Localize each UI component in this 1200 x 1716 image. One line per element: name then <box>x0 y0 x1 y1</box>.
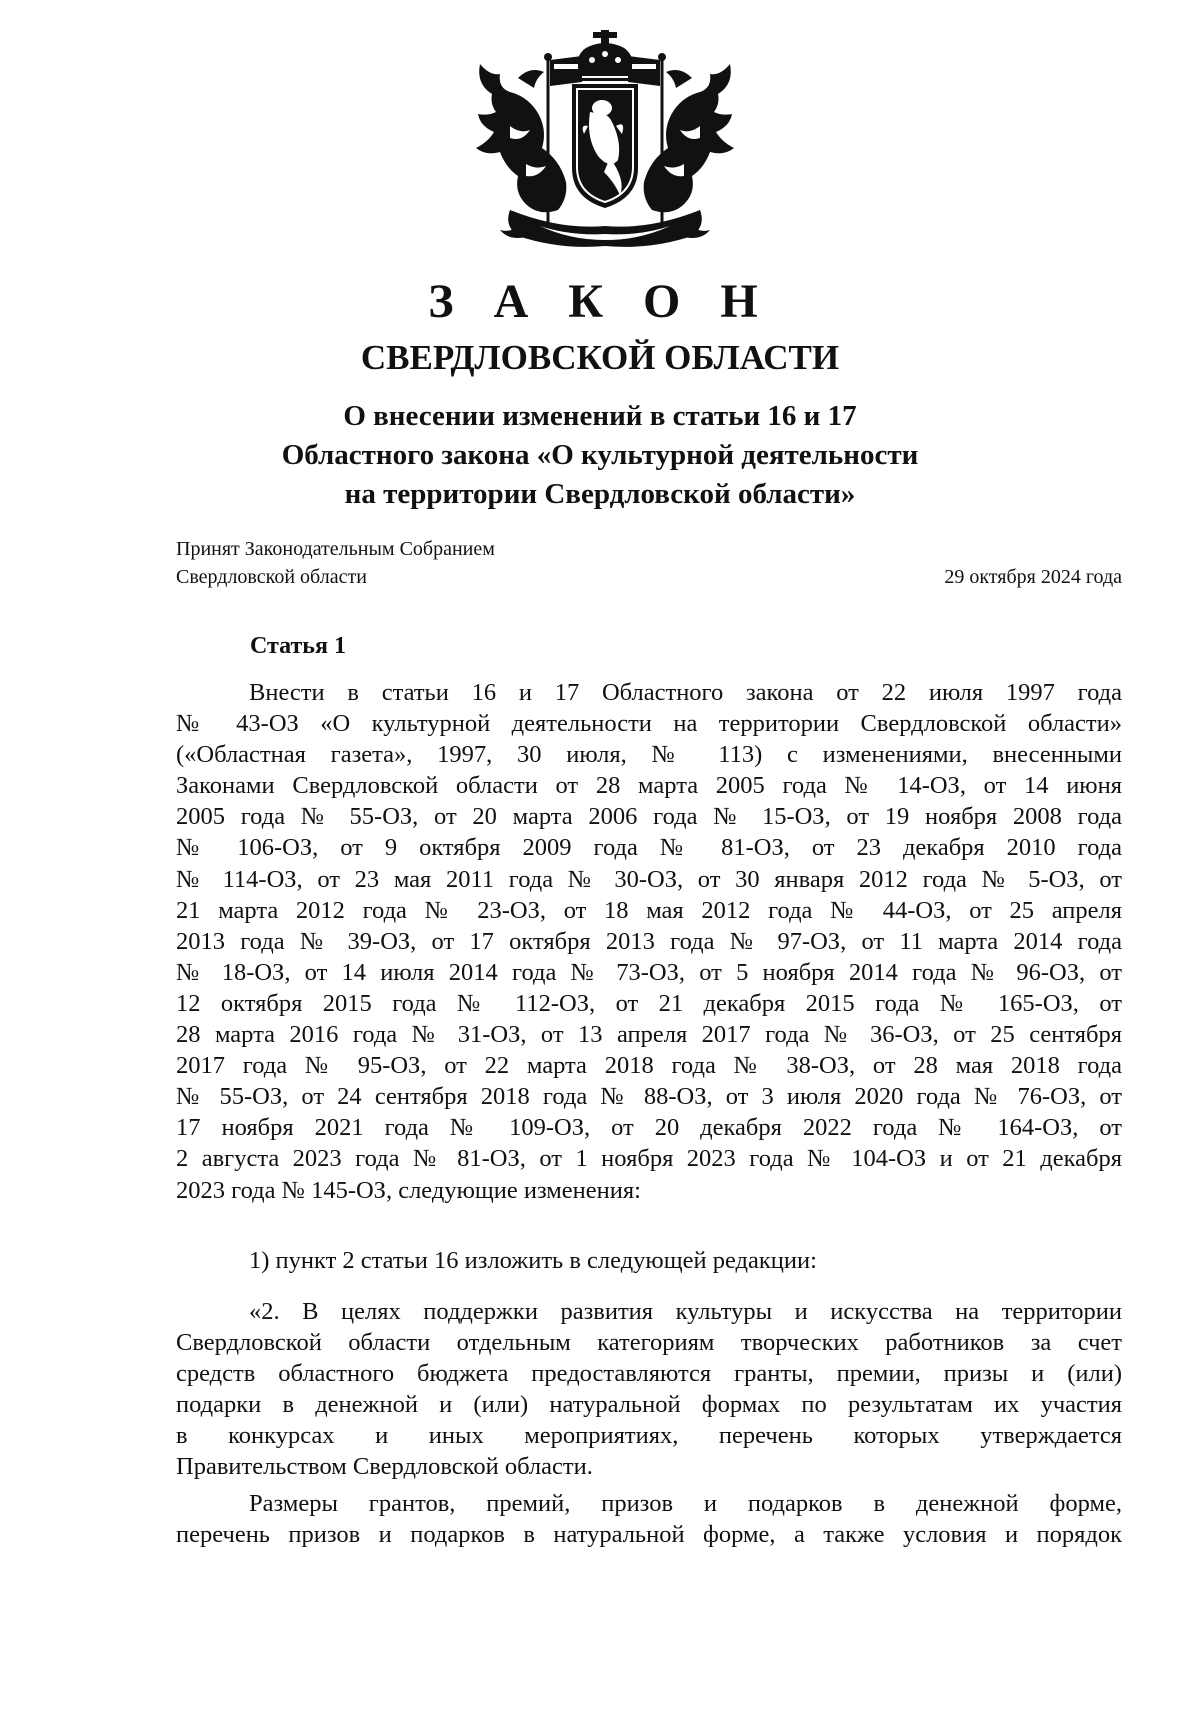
paragraph-line: перечень призов и подарков в натуральной форме, а также условия и порядок <box>176 1521 1122 1549</box>
law-title-line: Областного закона «О культурной деятельности <box>281 439 919 471</box>
paragraph-line: 2013 года № 39-ОЗ, от 17 октября 2013 года № 97-ОЗ, от 11 марта 2014 года <box>176 927 1122 955</box>
adoption-block <box>176 535 1122 591</box>
paragraph-line: 21 марта 2012 года № 23-ОЗ, от 18 мая 2012 года № 44-ОЗ, от 25 апреля <box>176 896 1122 924</box>
paragraph-line: Свердловской области отдельным категориям творческих работников за счет <box>176 1329 1122 1357</box>
law-title <box>0 397 1200 514</box>
article-paragraph-4 <box>176 1488 1122 1550</box>
paragraph-line: Размеры грантов, премий, призов и подарков в денежной форме, <box>249 1490 1122 1517</box>
paragraph-line: 12 октября 2015 года № 112-ОЗ, от 21 декабря 2015 года № 165-ОЗ, от <box>176 989 1122 1017</box>
paragraph-line: № 43-ОЗ «О культурной деятельности на территории Свердловской области» <box>176 710 1122 738</box>
coat-of-arms-emblem <box>470 30 740 252</box>
adoption-date: 29 октября 2024 года <box>944 566 1122 588</box>
paragraph-line: № 106-ОЗ, от 9 октября 2009 года № 81-ОЗ, от 23 декабря 2010 года <box>176 834 1122 862</box>
law-title-line: на территории Свердловской области» <box>344 478 856 510</box>
document-title: З А К О Н <box>428 275 772 328</box>
paragraph-line: («Областная газета», 1997, 30 июля, № 113) с изменениями, внесенными <box>176 741 1122 769</box>
paragraph-line: 2 августа 2023 года № 81-ОЗ, от 1 ноября 2023 года № 104-ОЗ и от 21 декабря <box>176 1145 1122 1173</box>
law-title-line: О внесении изменений в статьи 16 и 17 <box>343 400 857 432</box>
paragraph-line: № 18-ОЗ, от 14 июля 2014 года № 73-ОЗ, от 5 ноября 2014 года № 96-ОЗ, от <box>176 958 1122 986</box>
paragraph-line: 17 ноября 2021 года № 109-ОЗ, от 20 декабря 2022 года № 164-ОЗ, от <box>176 1114 1122 1142</box>
paragraph-line: Внести в статьи 16 и 17 Областного закона от 22 июля 1997 года <box>249 679 1122 706</box>
paragraph-line: № 55-ОЗ, от 24 сентября 2018 года № 88-ОЗ, от 3 июля 2020 года № 76-ОЗ, от <box>176 1083 1122 1111</box>
paragraph-line: Законами Свердловской области от 28 марта 2005 года № 14-ОЗ, от 14 июня <box>176 772 1122 800</box>
paragraph-line: «2. В целях поддержки развития культуры и искусства на территории <box>249 1298 1122 1325</box>
paragraph-line: № 114-ОЗ, от 23 мая 2011 года № 30-ОЗ, от 30 января 2012 года № 5-ОЗ, от <box>176 865 1122 893</box>
paragraph-line: подарки в денежной и (или) натуральной формах по результатам их участия <box>176 1391 1122 1419</box>
adoption-region-line: Свердловской области <box>176 566 367 588</box>
paragraph-line: 2005 года № 55-ОЗ, от 20 марта 2006 года № 15-ОЗ, от 19 ноября 2008 года <box>176 803 1122 831</box>
paragraph-line: 2017 года № 95-ОЗ, от 22 марта 2018 года № 38-ОЗ, от 28 мая 2018 года <box>176 1052 1122 1080</box>
article-heading: Статья 1 <box>250 633 346 659</box>
paragraph-line: 1) пункт 2 статьи 16 изложить в следующей редакции: <box>249 1247 817 1274</box>
document-subtitle: СВЕРДЛОВСКОЙ ОБЛАСТИ <box>360 338 840 377</box>
paragraph-line: в конкурсах и иных мероприятиях, перечень которых утверждается <box>176 1422 1122 1450</box>
paragraph-line: 2023 года № 145-ОЗ, следующие изменения: <box>176 1176 641 1204</box>
paragraph-line: Правительством Свердловской области. <box>176 1453 593 1481</box>
paragraph-line: 28 марта 2016 года № 31-ОЗ, от 13 апреля 2017 года № 36-ОЗ, от 25 сентября <box>176 1021 1122 1049</box>
adoption-authority-line: Принят Законодательным Собранием <box>176 538 495 560</box>
article-paragraph-3 <box>176 1296 1122 1483</box>
paragraph-line: средств областного бюджета предоставляются гранты, премии, призы и (или) <box>176 1360 1122 1388</box>
article-paragraph-2 <box>176 1245 1122 1276</box>
article-paragraph-1 <box>176 677 1122 1206</box>
